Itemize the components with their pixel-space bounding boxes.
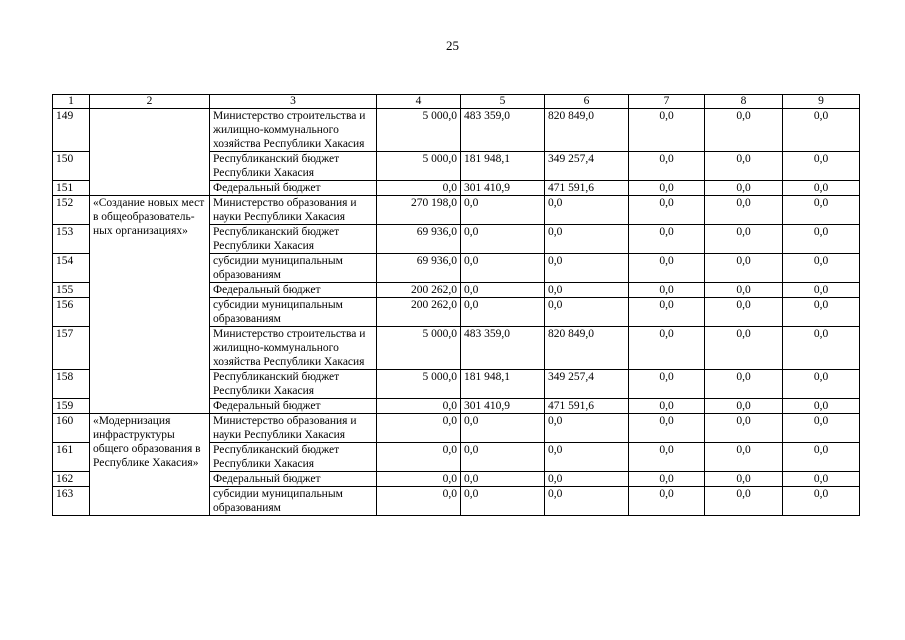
value-col5: 301 410,9 [461,181,545,196]
funding-source: Федеральный бюджет [210,181,377,196]
value-col4: 5 000,0 [377,109,461,152]
value-col6: 0,0 [545,443,629,472]
funding-source: Республиканский бюджет Республики Хакасия [210,152,377,181]
value-col5: 0,0 [461,298,545,327]
value-col6: 0,0 [545,196,629,225]
value-col8: 0,0 [705,298,783,327]
value-col4: 0,0 [377,414,461,443]
value-col7: 0,0 [629,298,705,327]
value-col4: 0,0 [377,472,461,487]
row-number: 158 [53,370,90,399]
value-col9: 0,0 [783,283,860,298]
value-col7: 0,0 [629,472,705,487]
funding-source: субсидии муниципальным образованиям [210,298,377,327]
row-number: 151 [53,181,90,196]
header-row [53,95,860,109]
row-number: 155 [53,283,90,298]
value-col5: 483 359,0 [461,109,545,152]
value-col9: 0,0 [783,196,860,225]
value-col7: 0,0 [629,283,705,298]
funding-source: субсидии муниципальным образованиям [210,487,377,516]
budget-table [52,94,860,516]
value-col5: 0,0 [461,472,545,487]
program-name: «Модернизация инфраструктуры общего образования в Республике Хакасия» [90,414,210,516]
value-col4: 5 000,0 [377,327,461,370]
value-col5: 0,0 [461,283,545,298]
value-col7: 0,0 [629,414,705,443]
value-col9: 0,0 [783,254,860,283]
value-col9: 0,0 [783,443,860,472]
table-row [53,109,860,152]
value-col6: 349 257,4 [545,152,629,181]
header-cell: 6 [545,95,629,109]
value-col8: 0,0 [705,196,783,225]
value-col7: 0,0 [629,443,705,472]
value-col5: 0,0 [461,487,545,516]
value-col4: 5 000,0 [377,370,461,399]
value-col4: 69 936,0 [377,225,461,254]
value-col5: 0,0 [461,196,545,225]
value-col6: 0,0 [545,254,629,283]
value-col9: 0,0 [783,399,860,414]
funding-source: Федеральный бюджет [210,472,377,487]
value-col8: 0,0 [705,225,783,254]
value-col5: 301 410,9 [461,399,545,414]
header-cell: 4 [377,95,461,109]
value-col4: 200 262,0 [377,298,461,327]
funding-source: Министерство образования и науки Республики Хакасия [210,414,377,443]
value-col4: 0,0 [377,487,461,516]
value-col9: 0,0 [783,225,860,254]
value-col8: 0,0 [705,443,783,472]
value-col8: 0,0 [705,487,783,516]
header-cell: 1 [53,95,90,109]
value-col8: 0,0 [705,370,783,399]
value-col8: 0,0 [705,283,783,298]
value-col4: 0,0 [377,181,461,196]
row-number: 157 [53,327,90,370]
value-col8: 0,0 [705,399,783,414]
value-col9: 0,0 [783,414,860,443]
funding-source: Республиканский бюджет Республики Хакасия [210,443,377,472]
value-col4: 69 936,0 [377,254,461,283]
value-col5: 0,0 [461,443,545,472]
value-col8: 0,0 [705,414,783,443]
value-col9: 0,0 [783,298,860,327]
row-number: 156 [53,298,90,327]
value-col7: 0,0 [629,370,705,399]
value-col5: 181 948,1 [461,370,545,399]
funding-source: Федеральный бюджет [210,283,377,298]
funding-source: Республиканский бюджет Республики Хакасия [210,370,377,399]
value-col9: 0,0 [783,181,860,196]
row-number: 150 [53,152,90,181]
header-cell: 3 [210,95,377,109]
value-col6: 0,0 [545,283,629,298]
value-col5: 181 948,1 [461,152,545,181]
value-col5: 0,0 [461,414,545,443]
value-col7: 0,0 [629,487,705,516]
funding-source: Республиканский бюджет Республики Хакасия [210,225,377,254]
value-col6: 0,0 [545,487,629,516]
value-col7: 0,0 [629,225,705,254]
value-col4: 5 000,0 [377,152,461,181]
value-col8: 0,0 [705,109,783,152]
table-row [53,414,860,443]
value-col6: 0,0 [545,472,629,487]
value-col7: 0,0 [629,181,705,196]
value-col8: 0,0 [705,472,783,487]
value-col9: 0,0 [783,487,860,516]
row-number: 161 [53,443,90,472]
row-number: 160 [53,414,90,443]
value-col4: 200 262,0 [377,283,461,298]
value-col6: 349 257,4 [545,370,629,399]
header-cell: 9 [783,95,860,109]
funding-source: субсидии муниципальным образованиям [210,254,377,283]
value-col7: 0,0 [629,399,705,414]
value-col7: 0,0 [629,152,705,181]
header-cell: 5 [461,95,545,109]
row-number: 152 [53,196,90,225]
row-number: 153 [53,225,90,254]
row-number: 154 [53,254,90,283]
header-cell: 2 [90,95,210,109]
value-col7: 0,0 [629,196,705,225]
row-number: 163 [53,487,90,516]
value-col6: 820 849,0 [545,327,629,370]
value-col6: 0,0 [545,298,629,327]
value-col8: 0,0 [705,254,783,283]
value-col5: 0,0 [461,254,545,283]
header-cell: 7 [629,95,705,109]
value-col5: 0,0 [461,225,545,254]
value-col4: 0,0 [377,399,461,414]
value-col9: 0,0 [783,370,860,399]
value-col9: 0,0 [783,152,860,181]
value-col6: 471 591,6 [545,399,629,414]
value-col6: 471 591,6 [545,181,629,196]
value-col6: 0,0 [545,414,629,443]
value-col7: 0,0 [629,109,705,152]
value-col6: 0,0 [545,225,629,254]
program-name: «Создание новых мест в общеобразователь-ных организациях» [90,196,210,414]
value-col9: 0,0 [783,327,860,370]
value-col8: 0,0 [705,152,783,181]
value-col9: 0,0 [783,472,860,487]
funding-source: Министерство строительства и жилищно-коммунального хозяйства Республики Хакасия [210,327,377,370]
row-number: 149 [53,109,90,152]
program-name-cell [90,109,210,196]
page-number: 25 [446,38,459,53]
funding-source: Министерство строительства и жилищно-коммунального хозяйства Республики Хакасия [210,109,377,152]
funding-source: Министерство образования и науки Республики Хакасия [210,196,377,225]
value-col8: 0,0 [705,181,783,196]
value-col4: 270 198,0 [377,196,461,225]
value-col6: 820 849,0 [545,109,629,152]
value-col5: 483 359,0 [461,327,545,370]
row-number: 159 [53,399,90,414]
row-number: 162 [53,472,90,487]
funding-source: Федеральный бюджет [210,399,377,414]
value-col8: 0,0 [705,327,783,370]
value-col9: 0,0 [783,109,860,152]
value-col7: 0,0 [629,254,705,283]
table-row [53,196,860,225]
value-col4: 0,0 [377,443,461,472]
header-cell: 8 [705,95,783,109]
value-col7: 0,0 [629,327,705,370]
